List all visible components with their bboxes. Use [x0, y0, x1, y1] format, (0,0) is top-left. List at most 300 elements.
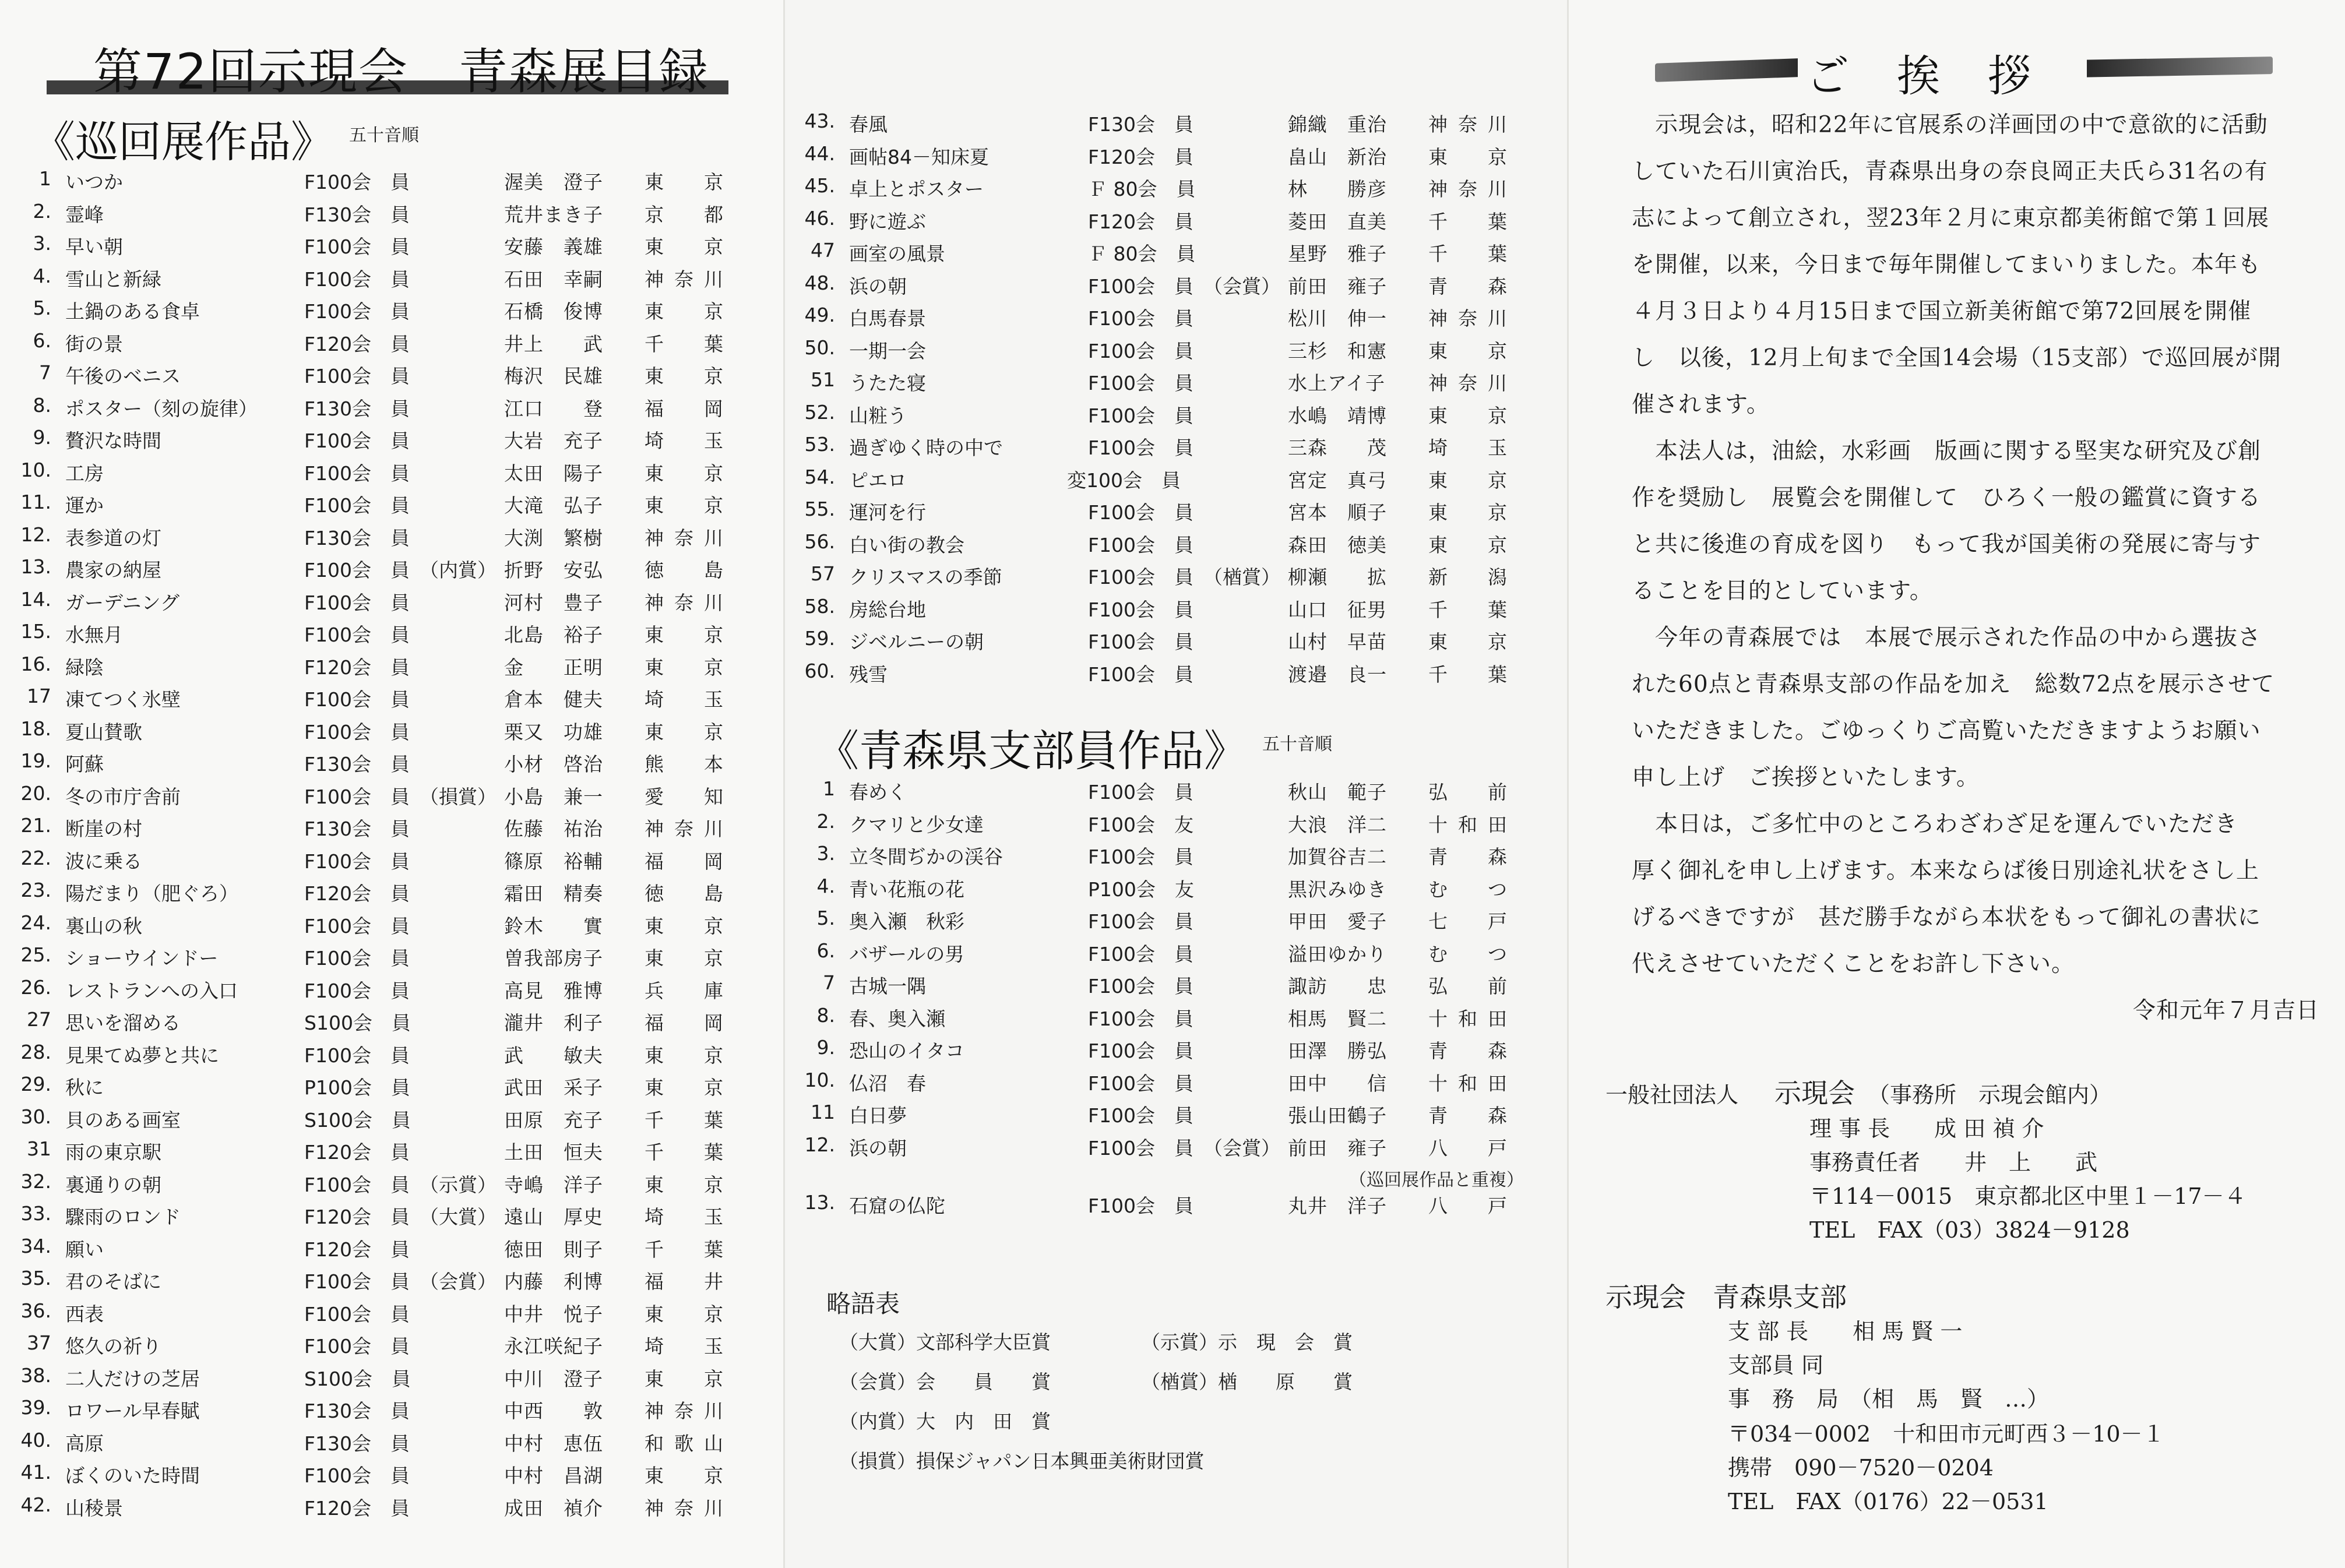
- work-number: 9.: [33, 426, 51, 449]
- artist-name: 宮定 真弓: [1288, 468, 1387, 492]
- work-size-rank: F130会 員: [304, 397, 410, 420]
- artist-prefecture: 東 京: [1428, 501, 1517, 524]
- greeting-line: れた60点と青森県支部の作品を加え 総数72点を展示させて: [1632, 671, 2275, 697]
- artist-name: 加賀谷吉二: [1288, 845, 1387, 868]
- work-size-rank: F130会 員: [304, 1432, 410, 1455]
- artist-name: 内藤 利博: [504, 1270, 603, 1293]
- work-size-rank: F100会 員: [304, 979, 410, 1002]
- work-size-rank: F100会 員: [1088, 1104, 1193, 1127]
- work-size-rank: F120会 員: [1088, 210, 1193, 233]
- artist-prefecture: 神奈川: [645, 1496, 734, 1520]
- work-number: 25.: [20, 943, 51, 966]
- work-title: 卓上とポスター: [849, 178, 984, 200]
- work-number: 1: [39, 167, 51, 190]
- work-number: 10.: [20, 458, 51, 481]
- artist-name: 佐藤 祐治: [504, 818, 603, 840]
- work-number: 7: [823, 971, 835, 994]
- work-size-rank: F130会 員: [304, 1400, 410, 1422]
- artist-prefecture: 愛 知: [645, 785, 734, 808]
- work-number: 39.: [20, 1396, 51, 1419]
- artist-prefecture: 東 京: [645, 623, 734, 646]
- work-award: （大賞）: [420, 1206, 497, 1228]
- greeting-line: 示現会は，昭和22年に官展系の洋画団の中で意欲的に活動: [1632, 112, 2268, 138]
- work-title: 秋に: [65, 1076, 104, 1099]
- work-title: 雪山と新緑: [65, 267, 161, 291]
- work-title: 房総台地: [849, 598, 926, 621]
- artist-name: 大浪 洋二: [1288, 813, 1387, 836]
- work-number: 58.: [804, 594, 835, 618]
- artist-name: 井上 武: [504, 332, 603, 355]
- greeting-line: していた石川寅治氏，青森県出身の奈良岡正夫氏ら31名の有: [1632, 158, 2268, 185]
- branch-office-phone: TEL FAX（0176）22－0531: [1728, 1489, 2048, 1514]
- artist-name: 大岩 充子: [504, 429, 603, 452]
- work-size-rank: F100会 員: [1088, 1136, 1193, 1160]
- work-number: 51: [811, 368, 835, 391]
- work-title: 午後のベニス: [65, 365, 181, 387]
- work-number: 50.: [804, 336, 835, 359]
- work-title: 君のそばに: [65, 1270, 161, 1293]
- artist-name: 小材 啓治: [504, 753, 603, 776]
- work-number: 18.: [20, 717, 51, 740]
- artist-prefecture: 青 森: [1428, 274, 1517, 298]
- work-number: 35.: [20, 1267, 51, 1289]
- greeting-line: いただきました。ごゆっくりご高覧いただきますようお願い: [1632, 718, 2261, 744]
- artist-name: 松川 伸一: [1288, 307, 1387, 330]
- work-title: クリスマスの季節: [849, 566, 1002, 589]
- work-size-rank: F100会 員: [304, 591, 410, 614]
- greeting-line: 本法人は，油絵，水彩画 版画に関する堅実な研究及び創: [1632, 438, 2262, 464]
- artist-prefecture: 埼 玉: [645, 1206, 734, 1228]
- artist-name: 中川 澄子: [504, 1367, 603, 1390]
- artist-name: 安藤 義雄: [504, 235, 603, 258]
- artist-prefecture: 京 都: [645, 203, 734, 226]
- work-number: 22.: [20, 846, 51, 869]
- work-size-rank: F100会 員: [1088, 501, 1193, 524]
- work-title: 表参道の灯: [65, 526, 161, 549]
- artist-prefecture: 弘 前: [1428, 975, 1517, 998]
- branch-office-line: 支部員 同: [1728, 1352, 1824, 1378]
- work-title: 高原: [65, 1432, 104, 1455]
- artist-name: 遠山 厚史: [504, 1206, 603, 1228]
- work-number: 41.: [20, 1461, 51, 1484]
- artist-name: 太田 陽子: [504, 461, 603, 485]
- artist-prefecture: 新 潟: [1428, 566, 1517, 589]
- branch-section-heading: [816, 717, 1332, 778]
- artist-name: 石田 幸嗣: [504, 267, 603, 291]
- abbreviation-item: （会賞）会 員 賞: [839, 1370, 1051, 1393]
- brush-stroke: [1655, 58, 1812, 82]
- work-number: 53.: [804, 433, 835, 456]
- work-size-rank: F130会 員: [304, 818, 410, 840]
- work-title: 画室の風景: [849, 242, 945, 265]
- work-number: 9.: [816, 1036, 835, 1059]
- work-size-rank: P100会 友: [1088, 878, 1194, 901]
- work-title: 白い街の教会: [849, 533, 964, 556]
- artist-prefecture: 東 京: [1428, 404, 1517, 427]
- work-title: 貝のある画室: [65, 1108, 181, 1132]
- abbreviation-item: （楢賞）楢 原 賞: [1141, 1370, 1353, 1393]
- work-title: 早い朝: [65, 235, 123, 258]
- work-number: 47: [811, 239, 835, 262]
- work-title: 夏山賛歌: [65, 720, 142, 744]
- work-title: 山稜景: [65, 1496, 123, 1520]
- artist-prefecture: 東 京: [645, 494, 734, 517]
- greeting-line: 作を奨励し 展覧会を開催して ひろく一般の鑑賞に資する: [1632, 485, 2262, 511]
- work-number: 20.: [20, 781, 51, 805]
- work-number: 33.: [20, 1202, 51, 1225]
- artist-prefecture: 東 京: [645, 461, 734, 485]
- artist-name: 錦織 重治: [1288, 113, 1387, 136]
- work-size-rank: F100会 員: [1088, 1007, 1193, 1030]
- artist-name: 北島 裕子: [504, 623, 603, 646]
- work-number: 16.: [20, 652, 51, 675]
- work-size-rank: F100会 員: [304, 785, 410, 808]
- work-size-rank: F100会 員: [304, 1464, 410, 1487]
- work-title: ガーデニング: [65, 591, 180, 614]
- work-title: ぼくのいた時間: [65, 1464, 200, 1487]
- work-number: 17: [27, 685, 51, 707]
- work-title: 農家の納屋: [65, 559, 161, 582]
- work-size-rank: F100会 員: [304, 1270, 410, 1293]
- work-title: ロワール早春賦: [65, 1400, 200, 1422]
- artist-prefecture: 東 京: [645, 1367, 734, 1390]
- work-number: 3.: [33, 232, 51, 255]
- work-size-rank: F100会 員: [1088, 781, 1193, 804]
- artist-prefecture: 東 京: [645, 656, 734, 679]
- artist-prefecture: 神奈川: [1428, 113, 1517, 136]
- artist-name: 三杉 和憲: [1288, 339, 1387, 362]
- work-number: 38.: [20, 1363, 51, 1387]
- work-size-rank: F120会 員: [304, 1206, 410, 1228]
- work-title: 霊峰: [65, 203, 104, 226]
- work-number: 3.: [816, 842, 835, 865]
- work-title: ジベルニーの朝: [849, 630, 984, 653]
- work-size-rank: F100会 員: [304, 235, 410, 258]
- work-size-rank: F100会 員: [1088, 630, 1193, 653]
- work-number: 5.: [33, 297, 51, 319]
- work-number: 24.: [20, 911, 51, 934]
- work-number: 44.: [804, 142, 835, 165]
- artist-name: 柳瀬 拡: [1288, 566, 1387, 589]
- work-number: 60.: [804, 659, 835, 682]
- work-size-rank: F100会 員: [304, 1044, 410, 1067]
- work-size-rank: F120会 員: [304, 1238, 410, 1261]
- artist-prefecture: 千 葉: [645, 1141, 734, 1164]
- work-title: 浜の朝: [849, 274, 907, 298]
- work-title: 贅沢な時間: [65, 429, 161, 452]
- artist-prefecture: 青 森: [1428, 1104, 1517, 1127]
- work-number: 46.: [804, 206, 835, 230]
- artist-name: 丸井 洋子: [1288, 1195, 1387, 1217]
- duplicate-note: （巡回展作品と重複）: [1349, 1170, 1524, 1190]
- work-size-rank: F100会 員: [1088, 339, 1193, 362]
- work-size-rank: F100会 員: [1088, 942, 1193, 966]
- greeting-line: 志によって創立され，翌23年２月に東京都美術館で第１回展: [1632, 205, 2269, 231]
- artist-prefecture: 千 葉: [1428, 598, 1517, 621]
- artist-name: 森田 徳美: [1288, 533, 1387, 556]
- artist-prefecture: 福 岡: [645, 397, 734, 420]
- artist-prefecture: 東 京: [645, 1044, 734, 1067]
- work-title: 浜の朝: [849, 1136, 907, 1160]
- work-title: 白馬春景: [849, 307, 926, 330]
- brush-stroke: [2075, 57, 2273, 77]
- artist-prefecture: 十和田: [1428, 813, 1517, 836]
- greeting-line: げるべきですが 甚だ勝手ながら本状をもって御礼の書状に: [1632, 904, 2262, 931]
- association-address: 〒114－0015 東京都北区中里１－17－４: [1809, 1183, 2247, 1209]
- artist-prefecture: 東 京: [1428, 339, 1517, 362]
- work-title: バザールの男: [849, 942, 964, 966]
- artist-prefecture: 神奈川: [645, 267, 734, 291]
- association-line: 事務責任者 井 上 武: [1809, 1150, 2098, 1175]
- artist-name: 菱田 直美: [1288, 210, 1387, 233]
- work-title: ショーウインドー: [65, 947, 219, 970]
- artist-prefecture: 東 京: [645, 171, 734, 193]
- artist-prefecture: 兵 庫: [645, 979, 734, 1002]
- work-number: 8.: [816, 1003, 835, 1027]
- work-size-rank: F100会 員: [304, 429, 410, 452]
- association-office: （事務所 示現会館内）: [1868, 1082, 2112, 1108]
- work-number: 42.: [20, 1493, 51, 1516]
- artist-name: 甲田 愛子: [1288, 910, 1387, 933]
- abbreviation-item: （示賞）示 現 会 賞: [1141, 1331, 1353, 1354]
- artist-name: 鈴木 實: [504, 914, 603, 938]
- artist-prefecture: 埼 玉: [645, 1335, 734, 1358]
- work-number: 4.: [816, 874, 835, 897]
- artist-prefecture: 東 京: [645, 1464, 734, 1487]
- work-title: 運河を行: [849, 501, 926, 524]
- artist-name: 水上アイ子: [1288, 372, 1386, 394]
- work-title: 青い花瓶の花: [849, 878, 964, 901]
- artist-name: 山村 早苗: [1288, 630, 1387, 653]
- work-title: 西表: [65, 1302, 104, 1326]
- artist-prefecture: 埼 玉: [1428, 436, 1517, 459]
- work-size-rank: F100会 員: [1088, 845, 1193, 868]
- work-title: 工房: [65, 461, 104, 485]
- artist-name: 栗又 功雄: [504, 720, 603, 744]
- work-title: 雨の東京駅: [65, 1141, 161, 1164]
- artist-name: 成田 禎介: [504, 1496, 603, 1520]
- artist-name: 星野 雅子: [1288, 242, 1387, 265]
- work-award: （内賞）: [420, 559, 497, 582]
- artist-prefecture: 弘 前: [1428, 781, 1517, 804]
- work-number: 48.: [804, 271, 835, 294]
- artist-name: 金 正明: [504, 656, 603, 679]
- work-title: 春風: [849, 113, 888, 136]
- artist-prefecture: 福 岡: [645, 850, 734, 873]
- greeting-line: 本日は，ご多忙中のところわざわざ足を運んでいただき: [1632, 811, 2238, 837]
- artist-name: 田原 充子: [504, 1108, 603, 1132]
- work-title: 春、奥入瀬: [849, 1007, 945, 1030]
- work-size-rank: F100会 員: [1088, 404, 1193, 427]
- abbreviation-table-title: 略語表: [826, 1289, 900, 1318]
- work-number: 2.: [816, 809, 835, 833]
- work-size-rank: F130会 員: [304, 203, 410, 226]
- artist-name: 徳田 則子: [504, 1238, 603, 1261]
- work-title: 悠久の祈り: [65, 1335, 161, 1358]
- work-size-rank: F100会 員: [304, 914, 410, 938]
- work-number: 15.: [20, 620, 51, 643]
- work-size-rank: F100会 員: [1088, 910, 1193, 933]
- work-title: 立冬間ぢかの渓谷: [849, 845, 1003, 868]
- artist-prefecture: 東 京: [645, 235, 734, 258]
- branch-office-address: 〒034－0002 十和田市元町西３－10－１: [1728, 1421, 2165, 1447]
- work-number: 13.: [20, 555, 51, 578]
- artist-prefecture: 東 京: [1428, 468, 1517, 492]
- catalog-title-bar: [47, 30, 728, 100]
- work-number: 54.: [804, 465, 835, 488]
- work-size-rank: F100会 員: [1088, 274, 1193, 298]
- greeting-line: 催されます。: [1632, 392, 1770, 418]
- work-number: 8.: [33, 393, 51, 417]
- work-title: 白日夢: [849, 1104, 907, 1127]
- work-size-rank: F100会 員: [304, 1335, 410, 1358]
- artist-name: 畠山 新治: [1288, 145, 1387, 168]
- artist-prefecture: 東 京: [645, 720, 734, 744]
- artist-prefecture: 千 葉: [645, 1238, 734, 1261]
- work-size-rank: F100会 員: [1088, 975, 1193, 998]
- association-phone: TEL FAX（03）3824－9128: [1809, 1217, 2130, 1243]
- work-award: （会賞）: [1203, 274, 1280, 298]
- work-title: 仏沼 春: [849, 1072, 926, 1095]
- work-size-rank: F100会 員: [304, 365, 410, 387]
- artist-prefecture: 熊 本: [645, 753, 734, 776]
- work-number: 12.: [804, 1133, 835, 1156]
- work-number: 31: [27, 1137, 51, 1160]
- artist-prefecture: 神奈川: [1428, 372, 1517, 394]
- artist-prefecture: む つ: [1428, 942, 1517, 966]
- work-number: 52.: [804, 400, 835, 424]
- artist-name: 石橋 俊博: [504, 300, 603, 323]
- artist-prefecture: 東 京: [1428, 145, 1517, 168]
- artist-prefecture: 神奈川: [1428, 178, 1517, 200]
- artist-name: 江口 登: [504, 397, 603, 420]
- greeting-heading: [1655, 45, 2273, 101]
- artist-name: 大渕 繁樹: [504, 526, 603, 549]
- work-size-rank: F100会 員: [1088, 372, 1193, 394]
- work-number: 21.: [20, 814, 51, 837]
- work-number: 5.: [816, 907, 835, 929]
- work-size-rank: 変100会 員: [1067, 468, 1181, 492]
- artist-prefecture: む つ: [1428, 878, 1517, 901]
- work-title: 画帖84－知床夏: [849, 145, 989, 168]
- work-size-rank: F120会 員: [304, 882, 410, 905]
- greeting-line: し 以後，12月上旬まで全国14会場（15支部）で巡回展が開: [1632, 345, 2281, 371]
- work-size-rank: F100会 員: [304, 947, 410, 970]
- work-number: 29.: [20, 1073, 51, 1095]
- work-title: 恐山のイタコ: [849, 1040, 964, 1062]
- work-title: 凍てつく氷壁: [65, 688, 181, 711]
- work-number: 6.: [33, 329, 51, 352]
- work-title: 土鍋のある食卓: [65, 300, 200, 323]
- work-size-rank: Ｆ 80会 員: [1088, 178, 1196, 200]
- work-number: 23.: [20, 879, 51, 901]
- work-title: 過ぎゆく時の中で: [849, 436, 1003, 459]
- artist-prefecture: 徳 島: [645, 882, 734, 905]
- work-number: 34.: [20, 1234, 51, 1257]
- work-title: 思いを溜める: [65, 1012, 181, 1034]
- work-title: 一期一会: [849, 339, 926, 362]
- work-title: 古城一隅: [849, 975, 926, 998]
- abbreviation-item: （大賞）文部科学大臣賞: [839, 1331, 1051, 1354]
- work-title: 波に乗る: [65, 850, 142, 873]
- work-size-rank: F100会 員: [1088, 533, 1193, 556]
- work-title: 山粧う: [849, 404, 907, 427]
- work-size-rank: F100会 員: [304, 720, 410, 744]
- work-size-rank: F100会 員: [304, 1173, 410, 1196]
- artist-name: 河村 豊子: [504, 591, 603, 614]
- org-type: 一般社団法人: [1605, 1082, 1739, 1108]
- touring-section-title: 《巡回展作品》: [32, 117, 334, 167]
- work-size-rank: F100会 員: [304, 850, 410, 873]
- artist-prefecture: 青 森: [1428, 845, 1517, 868]
- association-line: 理 事 長 成 田 禎 介: [1809, 1116, 2044, 1141]
- touring-section-heading: [32, 108, 419, 170]
- artist-name: 瀧井 利子: [504, 1012, 603, 1034]
- artist-name: 前田 雍子: [1288, 274, 1387, 298]
- artist-name: 中井 悦子: [504, 1302, 603, 1326]
- work-title: クマリと少女達: [849, 813, 984, 836]
- artist-prefecture: 東 京: [645, 947, 734, 970]
- artist-prefecture: 十和田: [1428, 1072, 1517, 1095]
- work-size-rank: S100会 員: [304, 1367, 411, 1390]
- artist-name: 水嶋 靖博: [1288, 404, 1387, 427]
- work-size-rank: F100会 員: [1088, 436, 1193, 459]
- work-number: 27: [27, 1008, 51, 1031]
- artist-prefecture: 東 京: [645, 1173, 734, 1196]
- work-number: 11.: [20, 491, 51, 513]
- branch-office-line: 支 部 長 相 馬 賢 一: [1728, 1319, 1963, 1344]
- catalog-title: 第72回示現会 青森展目録: [93, 43, 709, 100]
- artist-prefecture: 和歌山: [645, 1432, 734, 1455]
- work-number: 56.: [804, 530, 835, 553]
- artist-name: 渡邉 良一: [1288, 663, 1387, 686]
- work-award: （損賞）: [420, 785, 497, 808]
- work-number: 1: [823, 777, 835, 800]
- work-size-rank: Ｆ 80会 員: [1088, 242, 1196, 265]
- artist-prefecture: 十和田: [1428, 1007, 1517, 1030]
- artist-name: 永江咲紀子: [504, 1335, 603, 1358]
- artist-name: 田中 信: [1288, 1072, 1387, 1095]
- work-title: 冬の市庁舎前: [65, 785, 181, 808]
- artist-name: 折野 安弘: [504, 559, 603, 582]
- work-title: 街の景: [65, 332, 123, 355]
- work-size-rank: F100会 員: [304, 267, 410, 291]
- work-size-rank: F100会 員: [304, 1302, 410, 1326]
- work-number: 13.: [804, 1191, 835, 1214]
- greeting-title: ご挨拶: [1798, 42, 2087, 104]
- artist-name: 林 勝彦: [1288, 178, 1387, 200]
- artist-name: 倉本 健夫: [504, 688, 603, 711]
- work-size-rank: F100会 員: [304, 688, 410, 711]
- work-number: 30.: [20, 1105, 51, 1128]
- work-title: 阿蘇: [65, 753, 104, 776]
- work-title: 驟雨のロンド: [65, 1206, 181, 1228]
- artist-name: 張山田鶴子: [1288, 1104, 1387, 1127]
- branch-office-line: 事 務 局 （相 馬 賢 …）: [1728, 1386, 2050, 1412]
- artist-prefecture: 千 葉: [645, 332, 734, 355]
- work-title: レストランへの入口: [65, 979, 238, 1002]
- work-award: （示賞）: [420, 1173, 497, 1196]
- work-size-rank: F100会 員: [304, 559, 410, 582]
- artist-prefecture: 千 葉: [645, 1108, 734, 1132]
- artist-name: 田澤 勝弘: [1288, 1040, 1387, 1062]
- artist-name: 渥美 澄子: [504, 171, 603, 193]
- branch-section-title: 《青森県支部員作品》: [816, 726, 1247, 776]
- work-title: ポスター（刻の旋律）: [65, 397, 258, 420]
- work-number: 10.: [804, 1068, 835, 1091]
- work-number: 28.: [20, 1040, 51, 1063]
- work-title: 見果てぬ夢と共に: [65, 1044, 219, 1067]
